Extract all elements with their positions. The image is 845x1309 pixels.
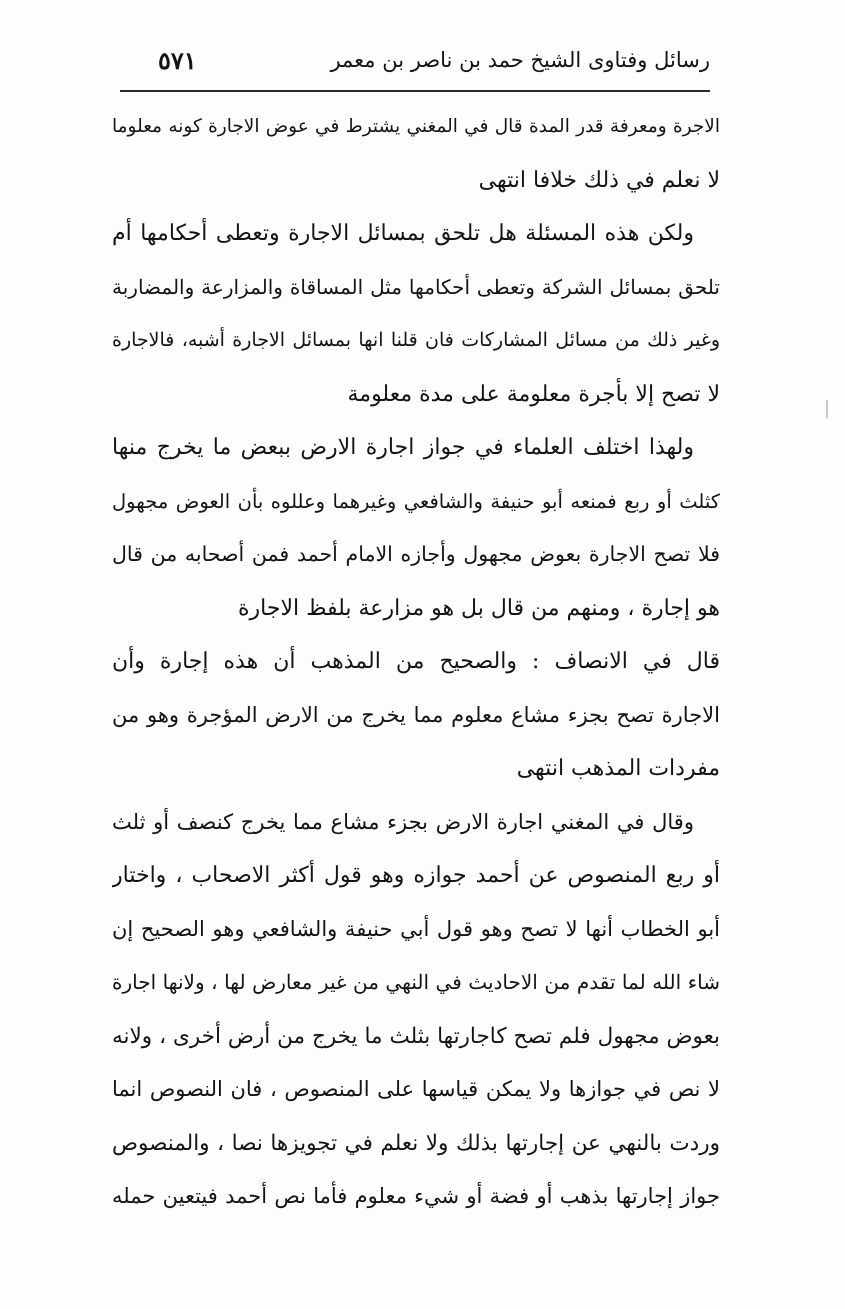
text-line: لا نعلم في ذلك خلافا انتهى — [478, 167, 720, 193]
text-line: فلا تصح الاجارة بعوض مجهول وأجازه الامام أحمد فمن أصحابه من قال — [112, 542, 720, 566]
text-line: ولكن هذه المسئلة هل تلحق بمسائل الاجارة وتعطى أحكامها أم — [112, 221, 694, 246]
text-line: الاجارة تصح بجزء مشاع معلوم مما يخرج من الارض المؤجرة وهو من — [112, 702, 720, 727]
text-line: شاء الله لما تقدم من الاحاديث في النهي من غير معارض لها ، ولانها اجارة — [112, 970, 720, 994]
text-line: الاجرة ومعرفة قدر المدة قال في المغني يشترط في عوض الاجارة كونه معلوما — [112, 116, 720, 137]
running-title: رسائل وفتاوى الشيخ حمد بن ناصر بن معمر — [330, 48, 710, 72]
text-line: بعوض مجهول فلم تصح كاجارتها بثلث ما يخرج من أرض أخرى ، ولانه — [112, 1023, 720, 1049]
margin-mark — [826, 400, 828, 418]
text-line: أبو الخطاب أنها لا تصح وهو قول أبي حنيفة والشافعي وهو الصحيح إن — [112, 916, 720, 941]
text-line: جواز إجارتها بذهب أو فضة أو شيء معلوم فأما نص أحمد فيتعين حمله — [112, 1184, 720, 1208]
text-line: مفردات المذهب انتهى — [516, 756, 720, 781]
text-line: أو ربع المنصوص عن أحمد جوازه وهو قول أكثر الاصحاب ، واختار — [112, 863, 720, 888]
text-line: وقال في المغني اجارة الارض بجزء مشاع مما يخرج كنصف أو ثلث — [112, 809, 694, 834]
body-text — [112, 100, 720, 1224]
header-rule — [120, 90, 710, 92]
text-line: تلحق بمسائل الشركة وتعطى أحكامها مثل المساقاة والمزارعة والمضاربة — [112, 274, 720, 299]
text-line: كثلث أو ربع فمنعه أبو حنيفة والشافعي وغيرهما وعللوه بأن العوض مجهول — [112, 489, 720, 513]
text-line: لا نص في جوازها ولا يمكن قياسها على المنصوص ، فان النصوص انما — [112, 1077, 720, 1101]
text-line: وردت بالنهي عن إجارتها بذلك ولا نعلم في تجويزها نصا ، والمنصوص — [112, 1130, 720, 1156]
text-line: هو إجارة ، ومنهم من قال بل هو مزارعة بلفظ الاجارة — [238, 595, 720, 621]
text-line: قال في الانصاف : والصحيح من المذهب أن هذه إجارة وأن — [112, 649, 720, 674]
text-line: وغير ذلك من مسائل المشاركات فان قلنا انها بمسائل الاجارة أشبه، فالاجارة — [112, 329, 720, 351]
text-line: لا تصح إلا بأجرة معلومة على مدة معلومة — [347, 381, 720, 407]
text-line: ولهذا اختلف العلماء في جواز اجارة الارض ببعض ما يخرج منها — [112, 435, 694, 460]
page-number: ٥٧١ — [158, 46, 197, 75]
page-header — [118, 42, 710, 86]
